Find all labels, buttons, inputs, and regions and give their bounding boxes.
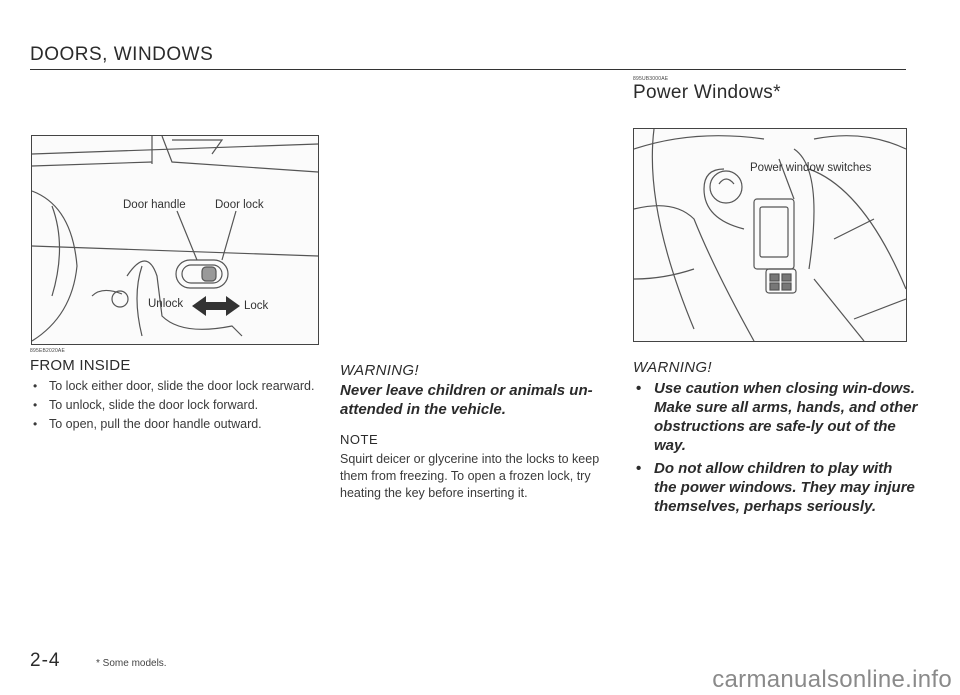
- lock-label: Lock: [244, 300, 269, 312]
- list-item: • To lock either door, slide the door lock rearward.: [30, 378, 325, 395]
- footnote: * Some models.: [96, 658, 167, 669]
- warning-heading: WARNING!: [340, 362, 419, 379]
- from-inside-list: [30, 378, 325, 435]
- list-item: • Use caution when closing win-dows. Make sure all arms, hands, and other obstructions are safe-ly out of the way.: [633, 379, 918, 455]
- list-item: • To open, pull the door handle outward.: [30, 416, 325, 433]
- from-inside-heading: FROM INSIDE: [30, 357, 131, 374]
- left-figure-code: 895EB2020AE: [30, 348, 66, 354]
- door-lock-label: Door lock: [215, 199, 264, 211]
- pw-warning-list: [633, 379, 918, 520]
- power-window-illustration: [634, 129, 906, 341]
- power-windows-title: Power Windows*: [633, 82, 781, 103]
- list-item: • Do not allow children to play with the power windows. They may injure themselves, perhaps seriously.: [633, 459, 918, 516]
- power-window-switches-label: Power window switches: [750, 162, 872, 174]
- pw-warning-heading: WARNING!: [633, 359, 712, 376]
- door-lock-illustration: [32, 136, 318, 344]
- header-rule: [30, 69, 906, 70]
- note-text: Squirt deicer or glycerine into the locks to keep them from freezing. To open a frozen lock, try heating the key before inserting it.: [340, 452, 600, 500]
- watermark: carmanualsonline.info: [712, 666, 952, 693]
- unlock-label: Unlock: [148, 298, 184, 310]
- page-number: 2-4: [30, 650, 61, 671]
- note-heading: NOTE: [340, 432, 379, 447]
- power-windows-code: 895UB3000AE: [633, 76, 669, 82]
- list-item: • To unlock, slide the door lock forward.: [30, 397, 325, 414]
- section-title: DOORS, WINDOWS: [30, 44, 214, 65]
- door-lock-figure: [31, 135, 319, 345]
- power-window-figure: [633, 128, 907, 342]
- warning-text: Never leave children or animals un-attended in the vehicle.: [340, 382, 593, 418]
- door-handle-label: Door handle: [123, 199, 186, 211]
